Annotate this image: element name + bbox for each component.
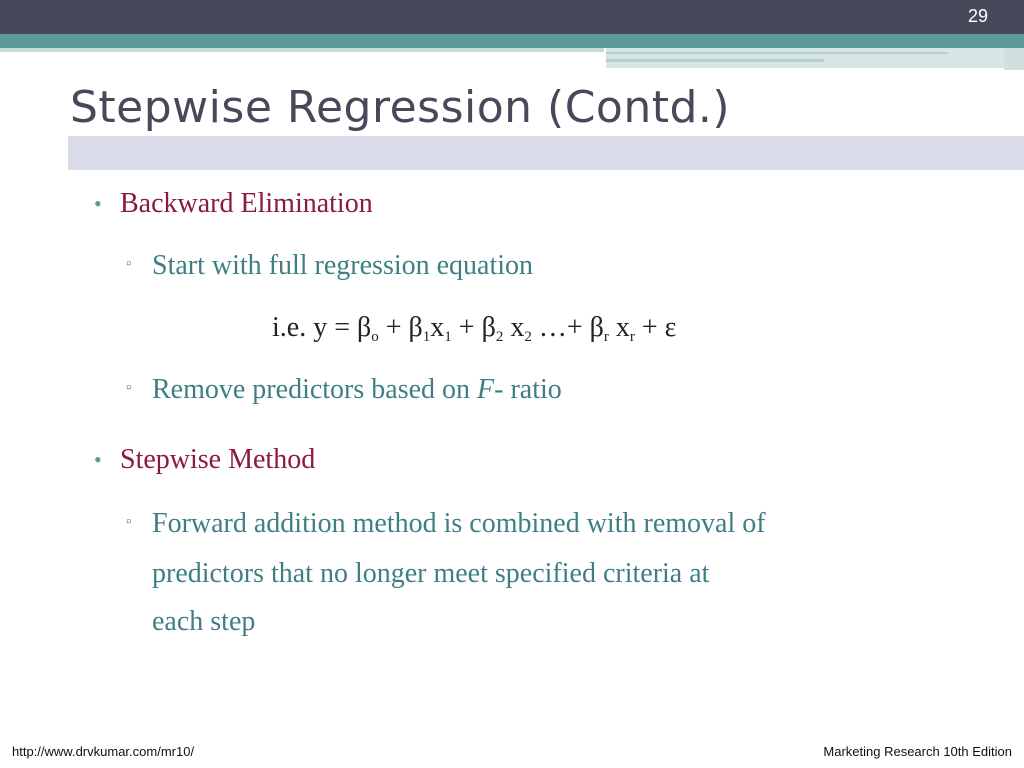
equation-part: x (608, 312, 630, 343)
bullet-text: Stepwise Method (120, 444, 316, 475)
subbullet-text-line: predictors that no longer meet specified criteria at (152, 558, 710, 589)
header-decor-line (606, 52, 948, 54)
subbullet-text-line: Forward addition method is combined with removal of (152, 508, 766, 539)
bullet-text: Backward Elimination (120, 188, 373, 219)
slide-title: Stepwise Regression (Contd.) (70, 82, 731, 133)
equation-subscript: 2 (495, 329, 504, 345)
bullet-marker: • (94, 447, 102, 472)
header-right-block (604, 48, 1024, 68)
subbullet-continuation (152, 558, 709, 590)
equation-part: x (503, 312, 525, 343)
footer-edition: Marketing Research 10th Edition (823, 744, 1012, 759)
subbullet-marker: ▫ (126, 256, 132, 272)
bullet-stepwise-method (94, 444, 316, 476)
subbullet-marker: ▫ (126, 380, 132, 396)
bullet-marker: • (94, 191, 102, 216)
footer-url: http://www.drvkumar.com/mr10/ (12, 744, 195, 759)
equation-subscript: 2 (524, 329, 532, 345)
subbullet-remove-predictors (126, 374, 562, 406)
f-symbol: F (477, 374, 495, 405)
equation-part: x (430, 312, 445, 343)
subbullet-full-regression (126, 250, 534, 282)
subbullet-text: Start with full regression equation (152, 250, 534, 281)
equation-subscript: 1 (422, 329, 431, 345)
equation-part: i.e. y = β (272, 312, 372, 343)
equation-part: + β (378, 312, 423, 343)
subbullet-text-line: each step (152, 606, 256, 637)
equation-part: …+ β (531, 312, 604, 343)
subbullet-text-suffix: - ratio (494, 374, 562, 405)
equation-part: + ε (634, 312, 677, 343)
regression-equation (272, 312, 676, 346)
subbullet-marker: ▫ (126, 514, 132, 530)
header-accent-stripe (0, 34, 1024, 48)
header-decor-stub (1004, 48, 1024, 70)
slide-number: 29 (967, 6, 988, 26)
subbullet-text: Remove predictors based on (152, 374, 478, 405)
equation-subscript: r (629, 329, 635, 345)
equation-part: + β (451, 312, 496, 343)
header-bar (0, 0, 1024, 34)
equation-subscript: 1 (444, 329, 452, 345)
subbullet-forward-addition (126, 508, 766, 540)
title-underline-band (68, 136, 1024, 170)
equation-subscript: o (371, 329, 379, 345)
equation-subscript: r (603, 329, 609, 345)
bullet-backward-elimination (94, 188, 373, 220)
subbullet-continuation (152, 606, 255, 638)
header-decor-line (606, 59, 824, 62)
